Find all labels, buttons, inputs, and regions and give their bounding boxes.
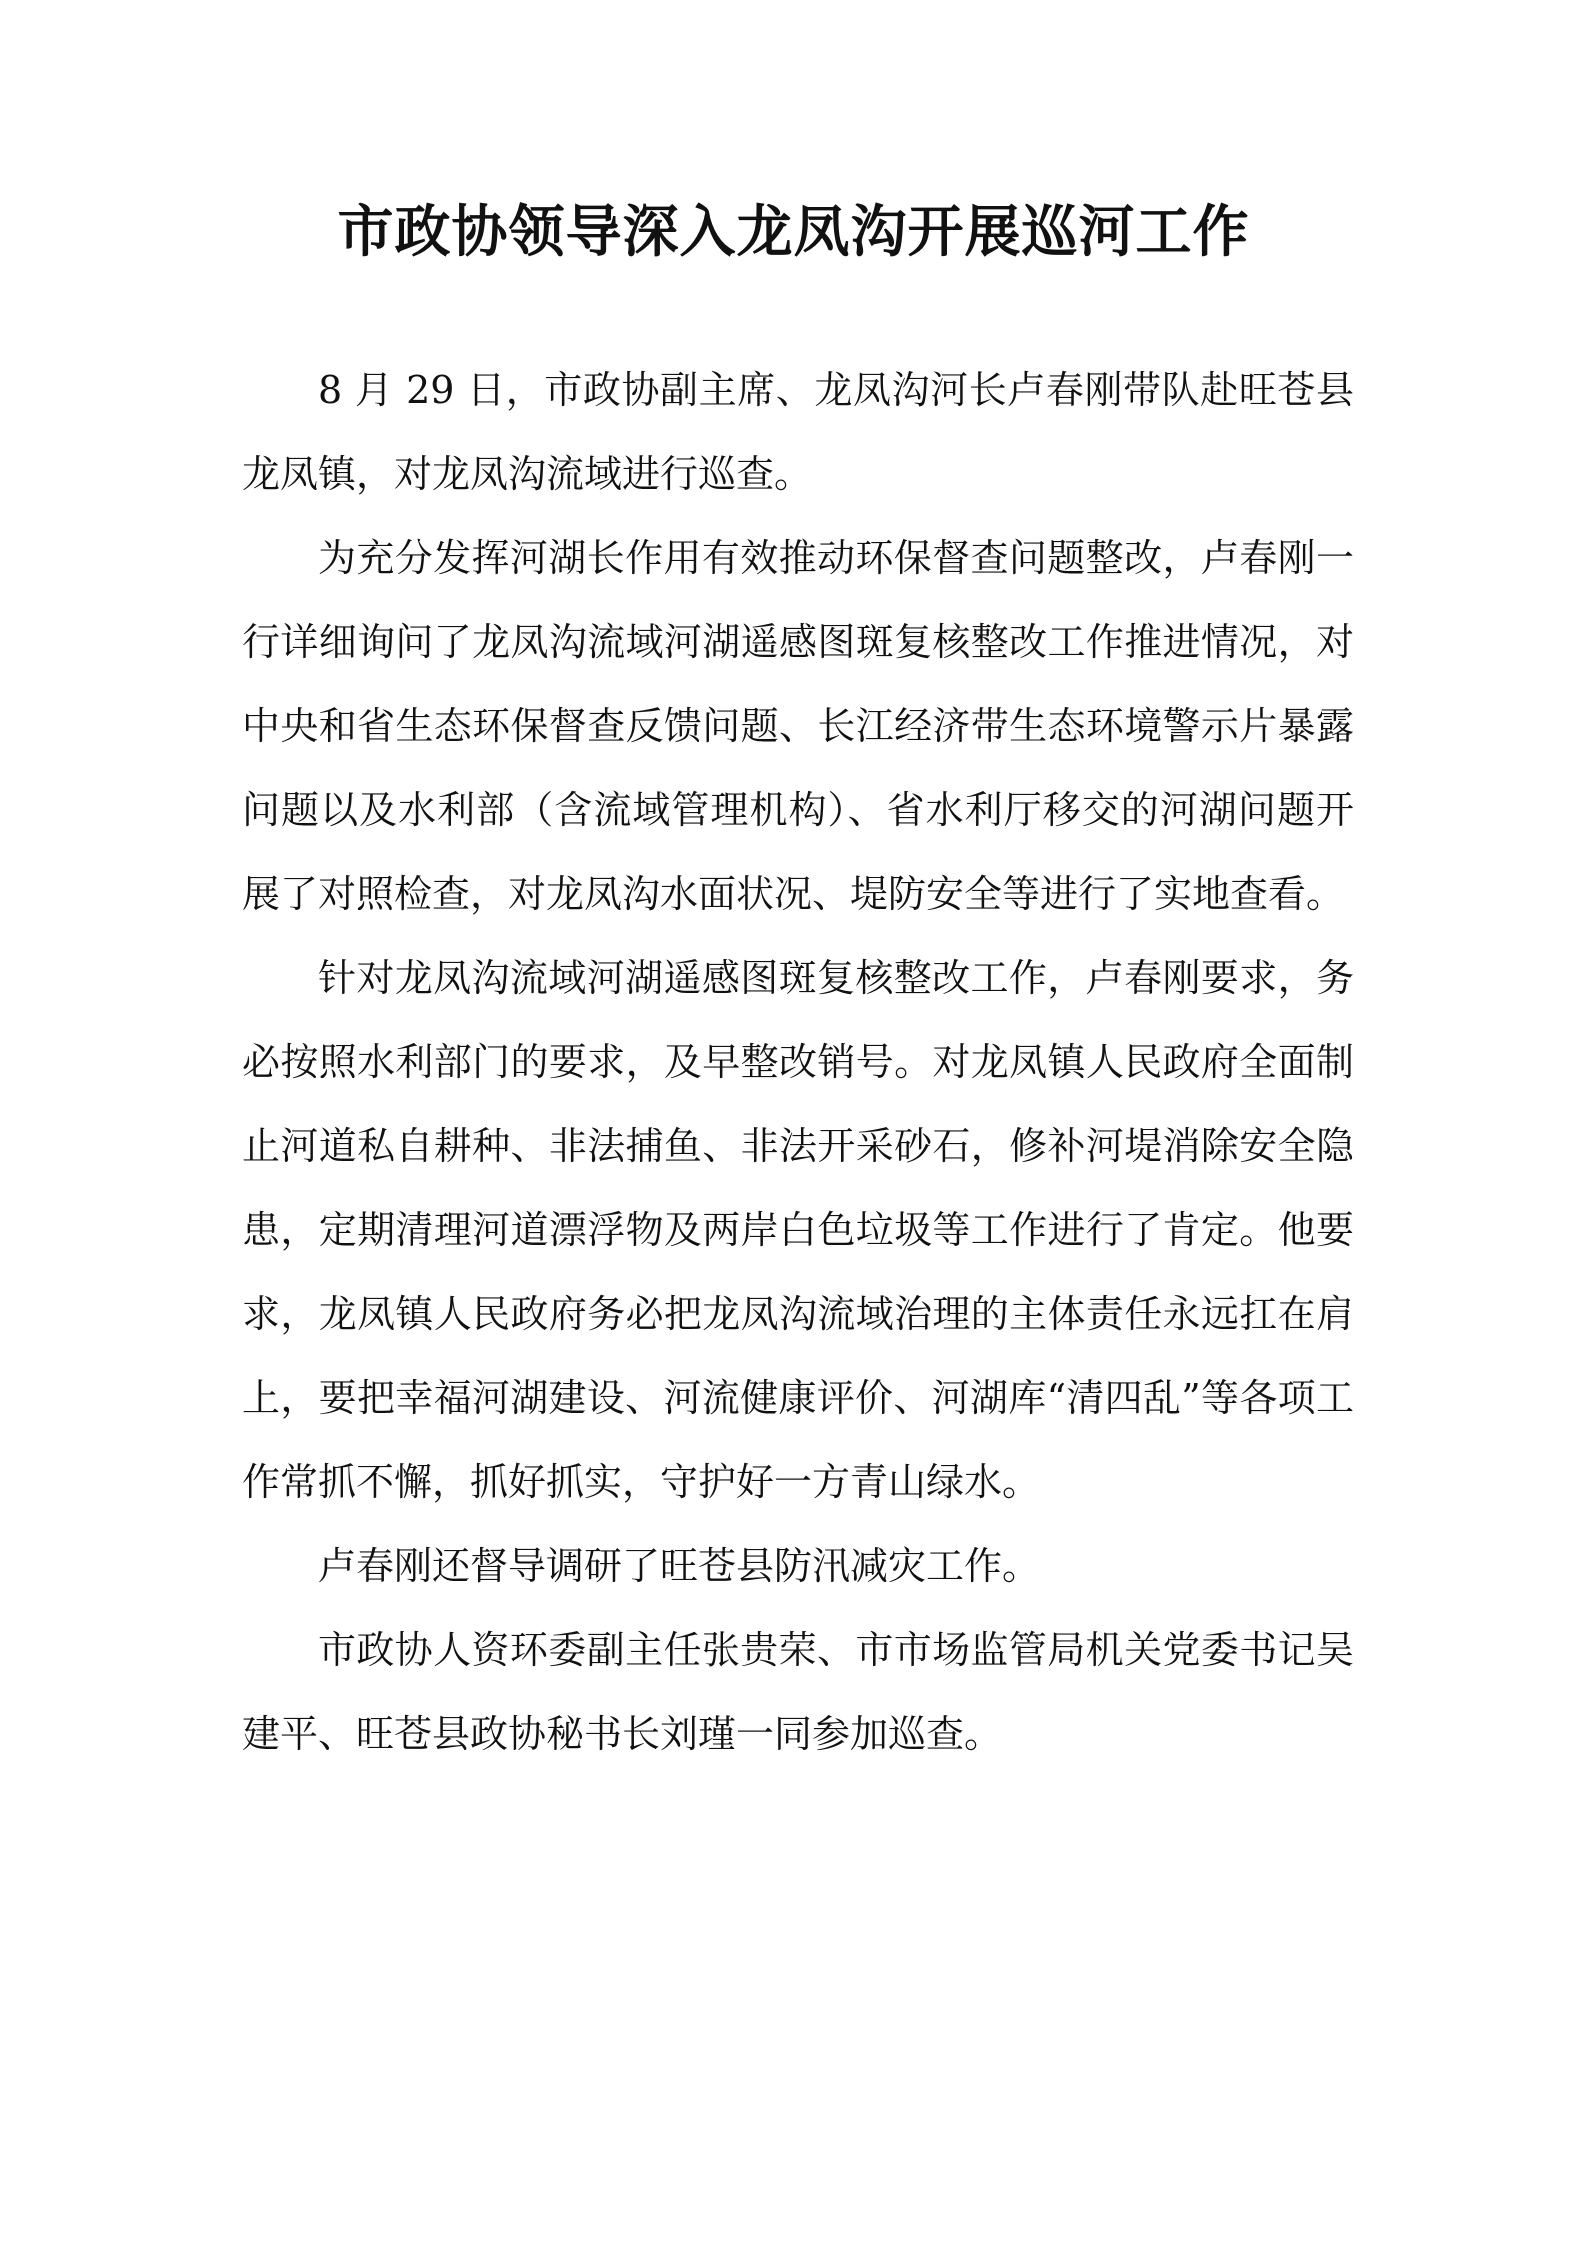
paragraph-3: 针对龙凤沟流域河湖遥感图斑复核整改工作，卢春刚要求，务必按照水利部门的要求，及早整改销号。对龙凤镇人民政府全面制止河道私自耕种、非法捕鱼、非法开采砂石，修补河堤消除安全隐患，定期清理河道漂浮物及两岸白色垃圾等工作进行了肯定。他要求，龙凤镇人民政府务必把龙凤沟流域治理的主体责任永远扛在肩上，要把幸福河湖建设、河流健康评价、河湖库“清四乱”等各项工作常抓不懈，抓好抓实，守护好一方青山绿水。 <box>242 956 1354 1504</box>
document-title: 市政协领导深入龙凤沟开展巡河工作 <box>337 199 1250 265</box>
document-body <box>242 348 1354 1776</box>
paragraph-4: 卢春刚还督导调研了旺苍县防汛减灾工作。 <box>318 1544 1041 1588</box>
paragraph-1: 8 月 29 日，市政协副主席、龙凤沟河长卢春刚带队赴旺苍县龙凤镇，对龙凤沟流域进行巡查。 <box>242 368 1354 496</box>
paragraph-2: 为充分发挥河湖长作用有效推动环保督查问题整改，卢春刚一行详细询问了龙凤沟流域河湖遥感图斑复核整改工作推进情况，对中央和省生态环保督查反馈问题、长江经济带生态环境警示片暴露问题以及水利部（含流域管理机构）、省水利厅移交的河湖问题开展了对照检查，对龙凤沟水面状况、堤防安全等进行了实地查看。 <box>242 536 1354 916</box>
paragraph-5: 市政协人资环委副主任张贵荣、市市场监管局机关党委书记吴建平、旺苍县政协秘书长刘瑾一同参加巡查。 <box>242 1628 1354 1756</box>
